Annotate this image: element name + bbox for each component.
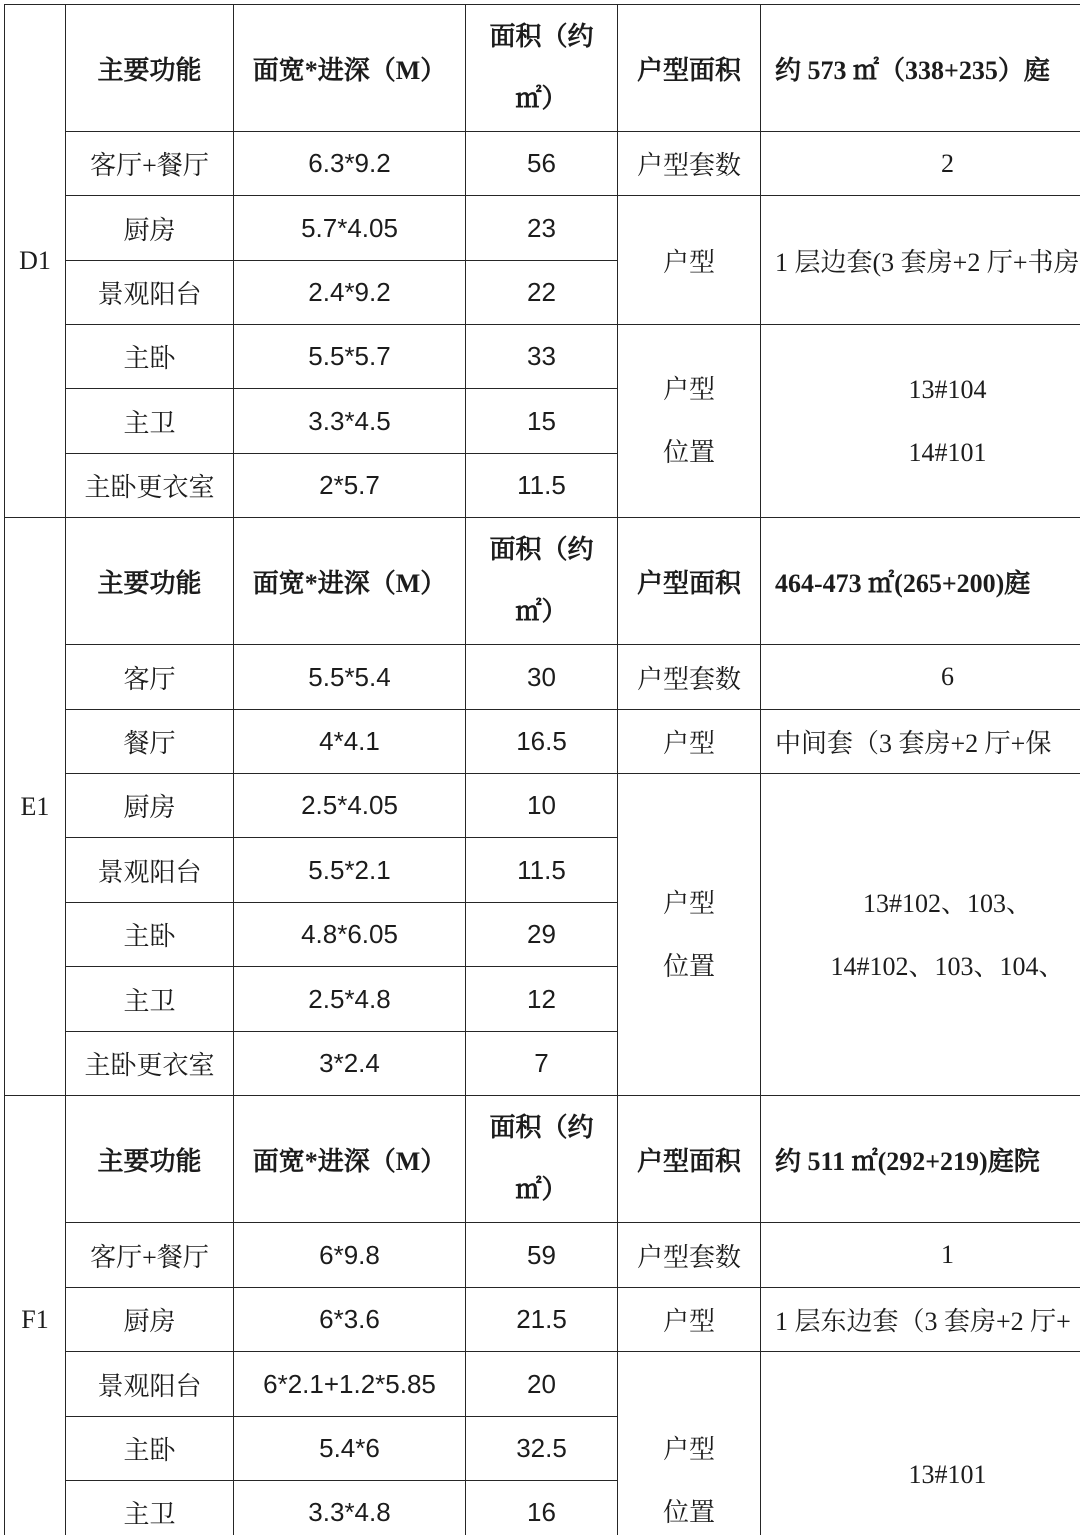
count-label: 户型套数 — [618, 1223, 761, 1288]
dims-cell: 6*2.1+1.2*5.85 — [234, 1352, 466, 1417]
area-cell: 33 — [466, 325, 618, 389]
function-cell: 景观阳台 — [66, 1352, 234, 1417]
header-area: 面积（约 ㎡） — [466, 5, 618, 132]
header-dims: 面宽*进深（M） — [234, 518, 466, 645]
function-cell: 主卧 — [66, 325, 234, 389]
area-cell: 12 — [466, 967, 618, 1032]
unit-area-value: 约 573 ㎡（338+235）庭 — [761, 5, 1080, 132]
area-cell: 20 — [466, 1352, 618, 1417]
dims-cell: 2.5*4.05 — [234, 774, 466, 838]
dims-cell: 2*5.7 — [234, 454, 466, 518]
unit-type-table — [4, 4, 1080, 1535]
function-cell: 景观阳台 — [66, 838, 234, 903]
type-label: 户型 — [618, 196, 761, 325]
table-row — [5, 645, 1080, 710]
table-row — [5, 774, 1080, 838]
area-cell: 10 — [466, 774, 618, 838]
table-row — [5, 196, 1080, 261]
type-value: 1 层边套(3 套房+2 厅+书房 — [761, 196, 1080, 325]
area-cell: 16 — [466, 1481, 618, 1535]
dims-cell: 6.3*9.2 — [234, 132, 466, 196]
dims-cell: 5.5*2.1 — [234, 838, 466, 903]
function-cell: 主卧 — [66, 1417, 234, 1481]
area-cell: 11.5 — [466, 838, 618, 903]
header-unit-area-label: 户型面积 — [618, 518, 761, 645]
function-cell: 主卧更衣室 — [66, 454, 234, 518]
area-cell: 23 — [466, 196, 618, 261]
dims-cell: 5.5*5.7 — [234, 325, 466, 389]
header-function: 主要功能 — [66, 5, 234, 132]
table-row — [5, 518, 1080, 645]
function-cell: 客厅 — [66, 645, 234, 710]
area-cell: 59 — [466, 1223, 618, 1288]
count-value: 2 — [761, 132, 1080, 196]
unit-area-value: 464-473 ㎡(265+200)庭 — [761, 518, 1080, 645]
table-row — [5, 5, 1080, 132]
location-label: 户型 位置 — [618, 1352, 761, 1535]
area-cell: 29 — [466, 903, 618, 967]
location-label: 户型 位置 — [618, 325, 761, 518]
count-label: 户型套数 — [618, 645, 761, 710]
area-cell: 7 — [466, 1032, 618, 1096]
area-cell: 16.5 — [466, 710, 618, 774]
header-unit-area-label: 户型面积 — [618, 1096, 761, 1223]
dims-cell: 2.4*9.2 — [234, 261, 466, 325]
location-value: 13#104 14#101 — [761, 325, 1080, 518]
count-value: 1 — [761, 1223, 1080, 1288]
area-cell: 15 — [466, 389, 618, 454]
area-cell: 21.5 — [466, 1288, 618, 1352]
type-value: 1 层东边套（3 套房+2 厅+ — [761, 1288, 1080, 1352]
type-value: 中间套（3 套房+2 厅+保 — [761, 710, 1080, 774]
table-row — [5, 1288, 1080, 1352]
table-row — [5, 1096, 1080, 1223]
dims-cell: 6*9.8 — [234, 1223, 466, 1288]
dims-cell: 2.5*4.8 — [234, 967, 466, 1032]
function-cell: 客厅+餐厅 — [66, 132, 234, 196]
area-cell: 22 — [466, 261, 618, 325]
header-function: 主要功能 — [66, 518, 234, 645]
dims-cell: 6*3.6 — [234, 1288, 466, 1352]
dims-cell: 3.3*4.8 — [234, 1481, 466, 1535]
function-cell: 主卫 — [66, 1481, 234, 1535]
table-row — [5, 325, 1080, 389]
dims-cell: 3.3*4.5 — [234, 389, 466, 454]
header-area: 面积（约 ㎡） — [466, 1096, 618, 1223]
header-unit-area-label: 户型面积 — [618, 5, 761, 132]
count-label: 户型套数 — [618, 132, 761, 196]
header-area: 面积（约 ㎡） — [466, 518, 618, 645]
function-cell: 主卫 — [66, 389, 234, 454]
table-row — [5, 710, 1080, 774]
header-dims: 面宽*进深（M） — [234, 5, 466, 132]
area-cell: 32.5 — [466, 1417, 618, 1481]
dims-cell: 4.8*6.05 — [234, 903, 466, 967]
count-value: 6 — [761, 645, 1080, 710]
function-cell: 厨房 — [66, 1288, 234, 1352]
table-row — [5, 132, 1080, 196]
function-cell: 厨房 — [66, 196, 234, 261]
header-function: 主要功能 — [66, 1096, 234, 1223]
function-cell: 厨房 — [66, 774, 234, 838]
type-label: 户型 — [618, 710, 761, 774]
function-cell: 主卧更衣室 — [66, 1032, 234, 1096]
unit-code: E1 — [5, 518, 66, 1096]
function-cell: 餐厅 — [66, 710, 234, 774]
function-cell: 主卫 — [66, 967, 234, 1032]
document-page — [4, 4, 1080, 1535]
header-dims: 面宽*进深（M） — [234, 1096, 466, 1223]
table-row — [5, 1352, 1080, 1417]
type-label: 户型 — [618, 1288, 761, 1352]
function-cell: 客厅+餐厅 — [66, 1223, 234, 1288]
unit-code: D1 — [5, 5, 66, 518]
unit-area-value: 约 511 ㎡(292+219)庭院 — [761, 1096, 1080, 1223]
dims-cell: 3*2.4 — [234, 1032, 466, 1096]
function-cell: 景观阳台 — [66, 261, 234, 325]
location-value: 13#101 — [761, 1352, 1080, 1535]
dims-cell: 5.7*4.05 — [234, 196, 466, 261]
area-cell: 11.5 — [466, 454, 618, 518]
dims-cell: 5.4*6 — [234, 1417, 466, 1481]
table-row — [5, 1223, 1080, 1288]
area-cell: 56 — [466, 132, 618, 196]
area-cell: 30 — [466, 645, 618, 710]
location-value: 13#102、103、 14#102、103、104、 — [761, 774, 1080, 1096]
location-label: 户型 位置 — [618, 774, 761, 1096]
function-cell: 主卧 — [66, 903, 234, 967]
dims-cell: 4*4.1 — [234, 710, 466, 774]
dims-cell: 5.5*5.4 — [234, 645, 466, 710]
unit-code: F1 — [5, 1096, 66, 1535]
